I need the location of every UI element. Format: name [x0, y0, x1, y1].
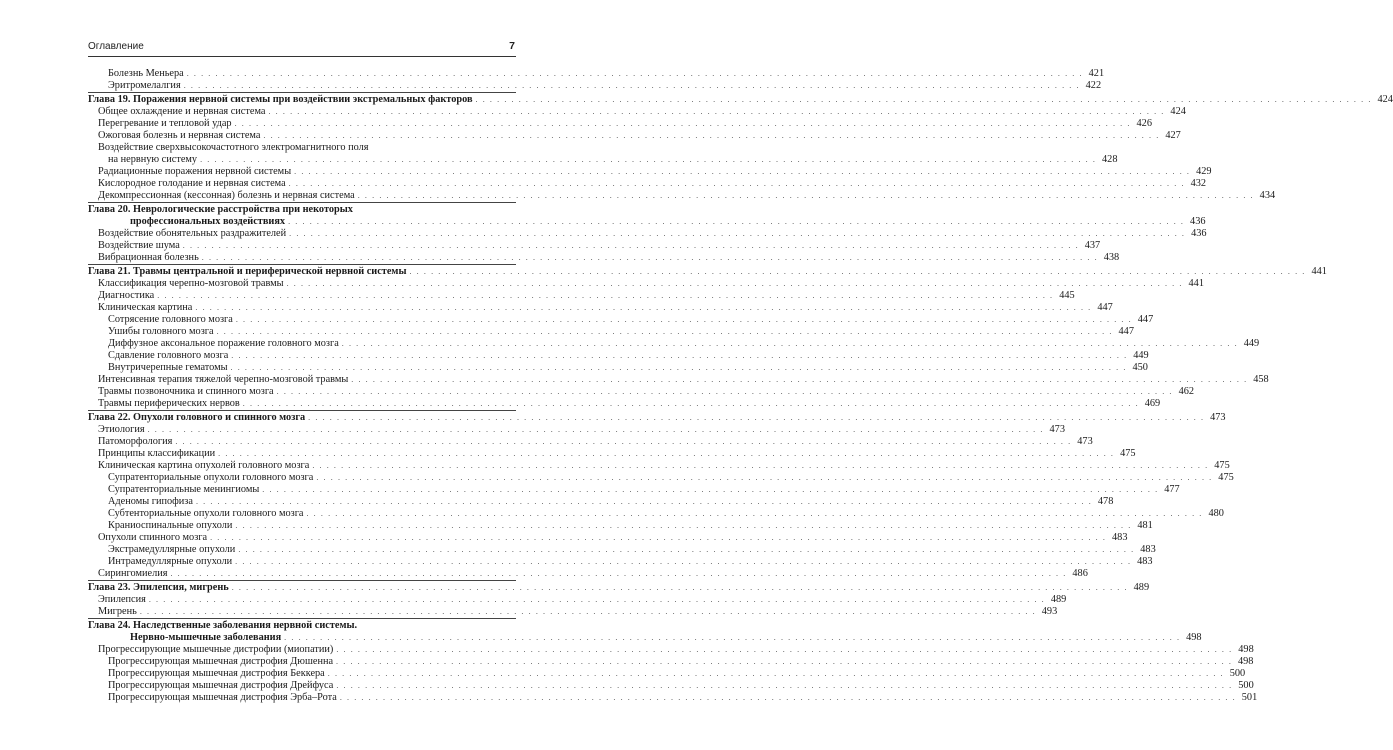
toc-entry[interactable] [88, 656, 1254, 668]
toc-entry[interactable] [88, 460, 1230, 472]
toc-entry-page: 447 [1137, 314, 1154, 325]
toc-entry[interactable] [88, 556, 1153, 568]
toc-entry-page: 483 [1140, 544, 1156, 555]
toc-entry-title: Диффузное аксональное поражение головного мозга [108, 338, 339, 349]
toc-entry[interactable] [88, 436, 1093, 448]
toc-entry[interactable] [88, 386, 1195, 398]
toc-entry-page: 469 [1144, 398, 1161, 409]
toc-chapter-heading: Глава 20. Неврологические расстройства при некоторых [88, 202, 516, 216]
toc-entry-page: 478 [1097, 496, 1114, 507]
toc-entry[interactable] [88, 350, 1149, 362]
toc-entry-page: 473 [1210, 412, 1226, 423]
toc-entry-title: Диагностика [98, 290, 155, 301]
dot-leader [231, 362, 1127, 374]
toc-entry[interactable] [88, 644, 1254, 656]
toc-entry-title: Эпилепсия [98, 594, 146, 605]
toc-entry-page: 422 [1085, 80, 1102, 91]
dot-leader [200, 154, 1096, 166]
toc-entry[interactable] [88, 496, 1114, 508]
dot-leader [217, 326, 1113, 338]
toc-entry-page: 432 [1190, 178, 1207, 189]
toc-entry-page: 429 [1196, 166, 1212, 177]
toc-entry-title: Внутричерепные гематомы [108, 362, 228, 373]
running-header-title: Оглавление [88, 41, 144, 52]
toc-entry[interactable] [88, 568, 1088, 580]
toc-entry-title: Прогрессирующие мышечные дистрофии (миопатии) [98, 644, 334, 655]
dot-leader [235, 520, 1131, 532]
toc-entry-title: Декомпрессионная (кессонная) болезнь и нервная система [98, 190, 355, 201]
toc-entry-title: Сотрясение головного мозга [108, 314, 233, 325]
dot-leader [183, 240, 1079, 252]
dot-leader [351, 374, 1247, 386]
toc-entry-page: 480 [1208, 508, 1224, 519]
toc-entry-title: Клиническая картина опухолей головного мозга [98, 460, 310, 471]
toc-entry[interactable] [88, 508, 1224, 520]
toc-entry[interactable] [88, 130, 1181, 142]
toc-chapter-entry[interactable] [88, 264, 1327, 278]
toc-entry[interactable] [88, 80, 1102, 92]
toc-entry-title: Экстрамедуллярные опухоли [108, 544, 236, 555]
toc-entry-title: Воздействие обонятельных раздражителей [98, 228, 287, 239]
toc-entry[interactable] [88, 484, 1180, 496]
toc-entry-page: 427 [1165, 130, 1181, 141]
toc-entry-title: Клиническая картина [98, 302, 193, 313]
dot-leader [289, 228, 1185, 240]
toc-entry[interactable] [88, 692, 1258, 704]
toc-chapter-entry[interactable] [88, 580, 1150, 594]
dot-leader [263, 130, 1159, 142]
toc-entry-title: Болезнь Меньера [108, 68, 184, 79]
toc-entry-title: Травмы позвоночника и спинного мозга [98, 386, 274, 397]
toc-entry-page: 426 [1136, 118, 1152, 129]
dot-leader [268, 106, 1164, 118]
table-of-contents [88, 68, 1393, 704]
toc-entry-page: 421 [1088, 68, 1105, 79]
toc-entry-page: 436 [1190, 216, 1206, 227]
toc-entry[interactable] [88, 398, 1161, 410]
toc-entry-title: Мигрень [98, 606, 137, 617]
toc-entry-title: Аденомы гипофиза [108, 496, 193, 507]
toc-entry-page: 475 [1214, 460, 1230, 471]
toc-entry-page: 473 [1049, 424, 1065, 435]
dot-leader [195, 302, 1091, 314]
toc-entry-page: 447 [1097, 302, 1113, 313]
toc-entry[interactable] [88, 544, 1156, 556]
toc-entry[interactable] [88, 68, 1105, 80]
toc-entry[interactable] [88, 520, 1153, 532]
toc-entry-page: 441 [1311, 266, 1327, 277]
toc-chapter-entry[interactable] [88, 632, 1202, 644]
toc-entry-title: профессиональных воздействиях [130, 216, 286, 227]
toc-entry-title: Супратенториальные менингиомы [108, 484, 260, 495]
toc-entry-page: 501 [1241, 692, 1258, 703]
toc-entry-title: Эритромелалгия [108, 80, 181, 91]
dot-leader [358, 190, 1254, 202]
toc-entry[interactable] [88, 472, 1234, 484]
toc-entry-page: 462 [1178, 386, 1195, 397]
toc-entry[interactable] [88, 240, 1101, 252]
toc-entry-page: 477 [1164, 484, 1180, 495]
dot-leader [235, 118, 1131, 130]
toc-entry-title: Прогрессирующая мышечная дистрофия Дюшенна [108, 656, 334, 667]
toc-entry[interactable] [88, 362, 1148, 374]
toc-entry-page: 438 [1103, 252, 1120, 263]
toc-entry[interactable] [88, 314, 1154, 326]
dot-leader [340, 692, 1236, 704]
dot-leader [184, 80, 1080, 92]
dot-leader [287, 278, 1183, 290]
toc-chapter-entry[interactable] [88, 92, 1393, 106]
toc-entry-title: Воздействие шума [98, 240, 180, 251]
dot-leader [308, 411, 1204, 424]
toc-entry-page: 475 [1120, 448, 1136, 459]
toc-entry-title: Радиационные поражения нервной системы [98, 166, 292, 177]
toc-entry-title: Кислородное голодание и нервная система [98, 178, 286, 189]
dot-leader [238, 544, 1134, 556]
toc-entry-title: на нервную систему [108, 154, 198, 165]
toc-entry-page: 437 [1084, 240, 1101, 251]
dot-leader [243, 398, 1139, 410]
dot-leader [312, 460, 1208, 472]
toc-entry-title: Травмы периферических нервов [98, 398, 240, 409]
toc-entry-title: Принципы классификации [98, 448, 216, 459]
dot-leader [336, 656, 1232, 668]
toc-entry-title: Ожоговая болезнь и нервная система [98, 130, 261, 141]
toc-entry[interactable] [88, 190, 1276, 202]
toc-entry-page: 475 [1218, 472, 1234, 483]
toc-entry-page: 493 [1041, 606, 1058, 617]
toc-entry-page: 449 [1133, 350, 1149, 361]
toc-entry-page: 441 [1188, 278, 1204, 289]
toc-entry-title: Патоморфология [98, 436, 173, 447]
toc-entry-title: Субтенториальные опухоли головного мозга [108, 508, 304, 519]
toc-entry-page: 483 [1137, 556, 1153, 567]
toc-chapter-entry[interactable] [88, 410, 1226, 424]
toc-entry-title: Нервно-мышечные заболевания [130, 632, 282, 643]
dot-leader [218, 448, 1114, 460]
toc-entry-page: 500 [1229, 668, 1246, 679]
toc-entry-page: 498 [1238, 656, 1254, 667]
toc-entry-title: Прогрессирующая мышечная дистрофия Эрба–Рота [108, 692, 337, 703]
dot-leader [175, 436, 1071, 448]
page-number: 7 [509, 40, 515, 52]
toc-entry-title: Супратенториальные опухоли головного мозга [108, 472, 314, 483]
toc-entry-page: 450 [1132, 362, 1148, 373]
toc-entry-page: 449 [1243, 338, 1260, 349]
toc-entry-page: 458 [1253, 374, 1269, 385]
dot-leader [149, 594, 1045, 606]
toc-entry[interactable] [88, 448, 1136, 460]
toc-entry-title: Сирингомиелия [98, 568, 168, 579]
dot-leader [294, 166, 1190, 178]
toc-entry-title: Прогрессирующая мышечная дистрофия Беккера [108, 668, 325, 679]
toc-entry-title: Глава 22. Опухоли головного и спинного мозга [88, 412, 306, 423]
toc-chapter-heading: Глава 24. Наследственные заболевания нервной системы. [88, 618, 516, 632]
toc-entry[interactable] [88, 338, 1260, 350]
dot-leader [409, 265, 1305, 278]
toc-entry-title: Вибрационная болезнь [98, 252, 199, 263]
toc-entry[interactable] [88, 302, 1113, 314]
dot-leader [262, 484, 1158, 496]
dot-leader [277, 386, 1173, 398]
dot-leader [316, 472, 1212, 484]
toc-entry-page: 498 [1238, 644, 1254, 655]
toc-entry-title: Интрамедуллярные опухоли [108, 556, 233, 567]
dot-leader [170, 568, 1066, 580]
toc-entry[interactable] [88, 326, 1134, 338]
toc-entry-page: 434 [1259, 190, 1276, 201]
dot-leader [210, 532, 1106, 544]
toc-entry-page: 481 [1137, 520, 1153, 531]
dot-leader [236, 314, 1132, 326]
toc-entry-page: 447 [1118, 326, 1134, 337]
toc-entry-title: Глава 23. Эпилепсия, мигрень [88, 582, 229, 593]
dot-leader [235, 556, 1131, 568]
dot-leader [289, 178, 1185, 190]
toc-entry-line: Воздействие сверхвысокочастотного электромагнитного поля [98, 142, 369, 153]
dot-leader [196, 496, 1092, 508]
dot-leader [148, 424, 1044, 436]
dot-leader [288, 216, 1184, 228]
toc-entry[interactable] [88, 374, 1269, 386]
toc-entry-title: Классификация черепно-мозговой травмы [98, 278, 284, 289]
toc-entry-title: Этиология [98, 424, 145, 435]
toc-entry-title: Сдавление головного мозга [108, 350, 229, 361]
toc-entry-page: 445 [1059, 290, 1075, 301]
toc-entry[interactable] [88, 166, 1212, 178]
toc-entry[interactable] [88, 606, 1058, 618]
toc-entry[interactable] [88, 594, 1067, 606]
toc-entry[interactable] [88, 252, 1120, 264]
toc-entry-page: 424 [1170, 106, 1186, 117]
dot-leader [306, 508, 1202, 520]
toc-entry[interactable] [88, 118, 1152, 130]
toc-entry-title: Общее охлаждение и нервная система [98, 106, 266, 117]
dot-leader [232, 581, 1128, 594]
toc-entry-page: 428 [1102, 154, 1118, 165]
toc-entry[interactable] [88, 106, 1186, 118]
toc-entry-title: Краниоспинальные опухоли [108, 520, 233, 531]
toc-entry[interactable] [88, 290, 1075, 302]
running-header [88, 40, 516, 57]
toc-entry-page: 498 [1186, 632, 1202, 643]
dot-leader [336, 644, 1232, 656]
dot-leader [231, 350, 1127, 362]
dot-leader [336, 680, 1232, 692]
dot-leader [476, 93, 1372, 106]
toc-entry-page: 500 [1238, 680, 1254, 691]
toc-entry-title: Ушибы головного мозга [108, 326, 214, 337]
toc-entry[interactable] [88, 154, 1118, 166]
toc-entry-page: 489 [1050, 594, 1067, 605]
dot-leader [342, 338, 1238, 350]
toc-entry-title: Перегревание и тепловой удар [98, 118, 232, 129]
dot-leader [202, 252, 1098, 264]
dot-leader [140, 606, 1036, 618]
toc-entry[interactable] [88, 228, 1207, 240]
dot-leader [187, 68, 1083, 80]
toc-entry[interactable] [88, 178, 1207, 190]
toc-entry[interactable] [88, 532, 1128, 544]
toc-entry-page: 486 [1072, 568, 1088, 579]
toc-entry-title: Глава 19. Поражения нервной системы при воздействии экстремальных факторов [88, 94, 473, 105]
toc-entry[interactable] [88, 278, 1204, 290]
dot-leader [157, 290, 1053, 302]
toc-entry-title: Опухоли спинного мозга [98, 532, 208, 543]
toc-entry-page: 483 [1112, 532, 1128, 543]
dot-leader [328, 668, 1224, 680]
toc-entry[interactable] [88, 424, 1065, 436]
toc-entry-page: 424 [1377, 94, 1393, 105]
toc-entry-title: Глава 21. Травмы центральной и периферической нервной системы [88, 266, 407, 277]
toc-entry[interactable] [88, 680, 1254, 692]
toc-entry[interactable] [88, 668, 1246, 680]
toc-entry-page: 489 [1133, 582, 1150, 593]
toc-chapter-entry[interactable] [88, 216, 1206, 228]
toc-entry-title: Интенсивная терапия тяжелой черепно-мозговой травмы [98, 374, 349, 385]
toc-entry-title: Прогрессирующая мышечная дистрофия Дрейфуса [108, 680, 334, 691]
dot-leader [284, 632, 1180, 644]
toc-entry-page: 473 [1077, 436, 1093, 447]
toc-entry-page: 436 [1191, 228, 1207, 239]
